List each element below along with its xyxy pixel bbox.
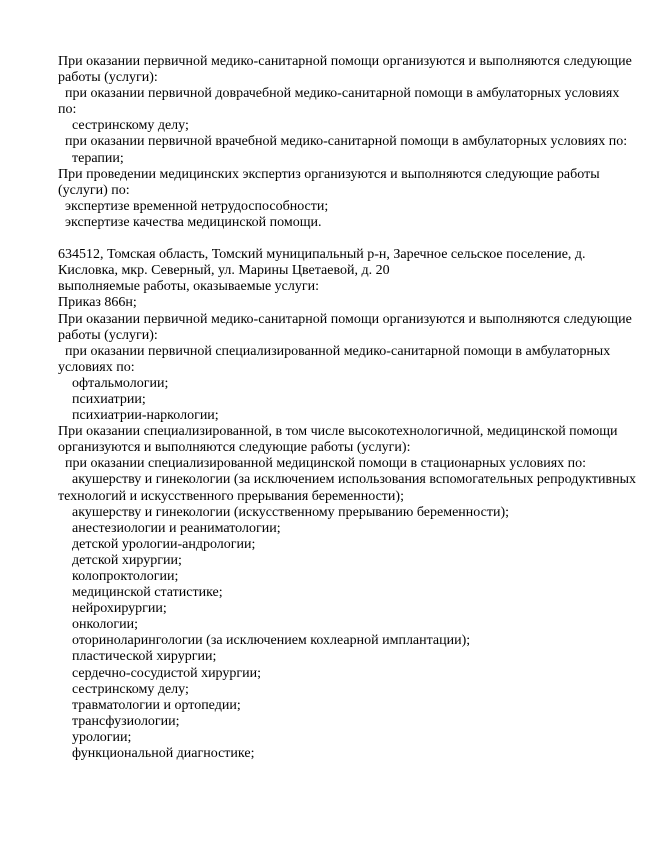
text-line: работы (услуги): xyxy=(58,70,158,86)
text-line: организуются и выполняются следующие работы (услуги): xyxy=(58,440,411,456)
document-text xyxy=(58,54,637,762)
text-line: работы (услуги): xyxy=(58,327,158,343)
text-line: при оказании специализированной медицинской помощи в стационарных условиях по: xyxy=(65,456,587,472)
text-line: пластической хирургии; xyxy=(72,649,217,665)
text-line: трансфузиологии; xyxy=(72,713,180,729)
text-line: детской хирургии; xyxy=(72,552,182,568)
text-line: оториноларингологии (за исключением кохлеарной имплантации); xyxy=(72,633,471,649)
text-line: 634512, Томская область, Томский муниципальный р-н, Заречное сельское поселение, д. xyxy=(58,247,586,263)
text-line: акушерству и гинекологии (искусственному прерыванию беременности); xyxy=(72,504,510,520)
text-line: психиатрии; xyxy=(72,391,146,407)
text-line: При проведении медицинских экспертиз организуются и выполняются следующие работы xyxy=(58,166,600,182)
text-line: (услуги) по: xyxy=(58,182,130,198)
text-line: Кисловка, мкр. Северный, ул. Марины Цветаевой, д. 20 xyxy=(58,263,390,279)
text-line: при оказании первичной специализированной медико-санитарной помощи в амбулаторных xyxy=(65,343,611,359)
text-line: офтальмологии; xyxy=(72,375,169,391)
text-line: При оказании первичной медико-санитарной помощи организуются и выполняются следующие xyxy=(58,54,632,69)
text-line: медицинской статистике; xyxy=(72,585,223,601)
blank-line xyxy=(58,231,623,247)
text-line: экспертизе временной нетрудоспособности; xyxy=(65,198,329,214)
text-line: выполняемые работы, оказываемые услуги: xyxy=(58,279,320,295)
text-line: сестринскому делу; xyxy=(72,118,189,134)
text-line: сердечно-сосудистой хирургии; xyxy=(72,665,261,681)
text-line: условиях по: xyxy=(58,359,135,375)
text-line: нейрохирургии; xyxy=(72,601,167,617)
text-line: сестринскому делу; xyxy=(72,681,189,697)
text-line: по: xyxy=(58,102,77,118)
text-line: детской урологии-андрологии; xyxy=(72,536,256,552)
text-line: при оказании первичной доврачебной медико-санитарной помощи в амбулаторных условиях xyxy=(65,86,620,102)
text-line: терапии; xyxy=(72,150,124,166)
text-line: психиатрии-наркологии; xyxy=(72,408,219,424)
text-line: анестезиологии и реаниматологии; xyxy=(72,520,281,536)
text-line: технологий и искусственного прерывания беременности); xyxy=(58,488,404,504)
text-line: акушерству и гинекологии (за исключением использования вспомогательных репродуктивных xyxy=(72,472,637,488)
text-line: колопроктологии; xyxy=(72,569,179,584)
text-line: Приказ 866н; xyxy=(58,295,137,311)
text-line: При оказании специализированной, в том числе высокотехнологичной, медицинской помощи xyxy=(58,424,618,440)
text-line: онкологии; xyxy=(72,617,139,633)
text-line: урологии; xyxy=(72,729,132,745)
text-line: при оказании первичной врачебной медико-санитарной помощи в амбулаторных условиях по: xyxy=(65,134,628,150)
text-line: экспертизе качества медицинской помощи. xyxy=(65,214,322,230)
text-line: травматологии и ортопедии; xyxy=(72,697,241,713)
text-line: функциональной диагностике; xyxy=(72,746,255,762)
text-line: При оказании первичной медико-санитарной помощи организуются и выполняются следующие xyxy=(58,311,632,327)
